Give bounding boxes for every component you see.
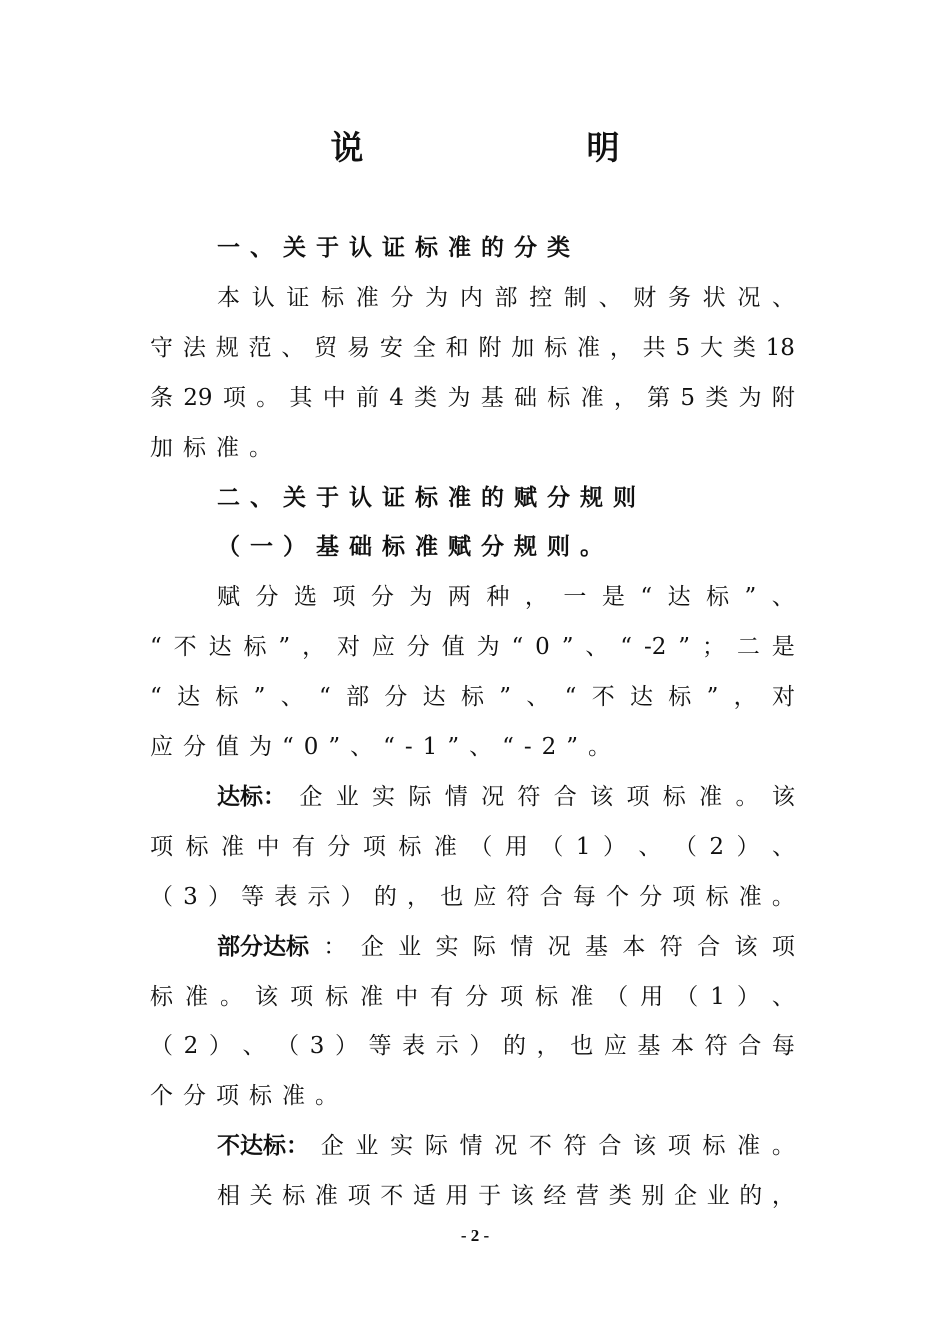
text-glyph: 分 (465, 983, 489, 1010)
text-glyph: 为 (409, 584, 433, 611)
text-glyph: 项 (150, 833, 173, 860)
text-glyph: ） (602, 833, 626, 860)
text-glyph: 基 (637, 1033, 661, 1060)
text-line (150, 332, 795, 364)
text-glyph: 合 (738, 1033, 762, 1060)
text-glyph: 1 (710, 983, 725, 1010)
text-run: 应分值为“0”、“-1”、“-2”。 (150, 734, 621, 760)
text-glyph: 示 (307, 883, 331, 910)
text-glyph: 用 (445, 1183, 469, 1210)
text-glyph: 本 (671, 1033, 695, 1060)
section-heading: 一、关于认证标准的分类 (217, 235, 580, 261)
text-glyph: 和 (445, 334, 469, 361)
text-glyph: ” (678, 634, 691, 661)
text-glyph: ） (469, 1033, 493, 1060)
text-glyph: 业 (335, 783, 359, 810)
text-glyph: 准 (360, 983, 384, 1010)
text-glyph: 该 (510, 1183, 534, 1210)
text-glyph: 类 (608, 1183, 632, 1210)
text-glyph: 每 (572, 883, 596, 910)
text-glyph: 财 (633, 284, 657, 311)
text-glyph: 5 (680, 384, 696, 411)
text-glyph: 务 (667, 284, 691, 311)
text-glyph: 别 (641, 1183, 665, 1210)
text-glyph: 等 (241, 883, 265, 910)
text-glyph: 符 (506, 883, 530, 910)
page-title: 说 明 (330, 128, 715, 167)
text-line (150, 681, 795, 713)
text-line (150, 1080, 795, 1112)
text-glyph: ） (208, 1033, 232, 1060)
text-glyph: 。 (771, 883, 795, 910)
text-glyph: ） (334, 1033, 358, 1060)
text-glyph: 为 (476, 634, 500, 661)
text-glyph: 标 (544, 334, 568, 361)
text-glyph: 、 (585, 634, 609, 661)
text-glyph: 制 (563, 284, 587, 311)
text-glyph: 贸 (314, 334, 338, 361)
text-glyph: 标 (706, 584, 730, 611)
text-glyph: 标 (662, 783, 686, 810)
text-glyph: 况 (547, 933, 571, 960)
text-glyph: 准 (699, 783, 723, 810)
text-glyph: （ (675, 983, 699, 1010)
text-glyph: 表 (274, 883, 298, 910)
text-line (150, 881, 795, 913)
text-glyph: 范 (248, 334, 272, 361)
text-glyph: 企 (673, 1183, 697, 1210)
page-number: - 2 - (460, 1226, 490, 1245)
text-glyph: “ (511, 634, 524, 661)
text-glyph: ” (706, 684, 719, 711)
text-glyph: 法 (182, 334, 206, 361)
text-glyph: 该 (633, 1133, 657, 1160)
text-glyph: ， (407, 883, 431, 910)
text-glyph: 项 (667, 1133, 691, 1160)
text-glyph: （ (150, 1033, 173, 1060)
text-glyph: 4 (389, 384, 404, 411)
text-glyph: 达 (422, 684, 446, 711)
text-glyph: 安 (379, 334, 403, 361)
text-glyph: 项 (771, 933, 795, 960)
text-glyph: ” (744, 584, 757, 611)
text-glyph: 该 (771, 783, 795, 810)
text-glyph: 、 (280, 684, 304, 711)
text-glyph: 等 (368, 1033, 392, 1060)
text-glyph: 、 (638, 833, 662, 860)
text-glyph: “ (150, 634, 162, 661)
text-glyph: 其 (289, 384, 313, 411)
text-glyph: 2 (183, 1033, 199, 1060)
text-glyph: ） (736, 833, 760, 860)
text-glyph: 项 (347, 1183, 371, 1210)
text-glyph: 标 (321, 284, 345, 311)
text-glyph: 项 (362, 833, 386, 860)
text-glyph: 、 (772, 284, 795, 311)
text-glyph: 达 (177, 684, 201, 711)
text-glyph: “ (564, 684, 577, 711)
text-glyph: 3 (183, 883, 198, 910)
text-glyph: 项 (626, 783, 650, 810)
text-glyph: 础 (514, 384, 538, 411)
text-glyph: 分 (639, 883, 663, 910)
text-glyph: 准 (738, 883, 762, 910)
text-glyph: 实 (390, 1133, 414, 1160)
text-glyph: 实 (435, 933, 459, 960)
text-glyph: 为 (738, 384, 762, 411)
text-glyph: 认 (251, 284, 275, 311)
text-glyph: 标 (185, 833, 209, 860)
text-glyph: 标 (668, 684, 692, 711)
text-glyph: 准 (576, 334, 600, 361)
text-glyph: 准 (355, 284, 379, 311)
text-glyph: ， (613, 384, 637, 411)
text-glyph: 准 (220, 833, 244, 860)
text-glyph: 表 (402, 1033, 426, 1060)
text-glyph: 18 (765, 334, 795, 361)
text-glyph: 符 (563, 1133, 587, 1160)
text-line (150, 1030, 795, 1062)
text-line (150, 631, 795, 663)
text-glyph: 标 (535, 983, 559, 1010)
text-glyph: 。 (220, 983, 244, 1010)
text-glyph: 29 (183, 384, 213, 411)
text-glyph: 合 (539, 883, 563, 910)
text-glyph: 为 (425, 284, 449, 311)
text-glyph: 是 (771, 634, 795, 661)
text-glyph: ） (736, 983, 760, 1010)
text-glyph: 际 (408, 783, 432, 810)
text-line (217, 931, 795, 963)
text-run: 个分项标准。 (150, 1083, 348, 1110)
text-glyph: 第 (647, 384, 671, 411)
text-glyph: 分 (384, 684, 408, 711)
text-glyph: 有 (430, 983, 454, 1010)
text-glyph: 分 (370, 584, 394, 611)
text-glyph: 标 (215, 684, 239, 711)
text-glyph: “ (150, 684, 162, 711)
text-glyph: 。 (771, 1133, 795, 1160)
text-glyph: 项 (672, 883, 696, 910)
text-glyph: 项 (290, 983, 314, 1010)
term-label: 部分达标 (217, 933, 309, 960)
text-glyph: 况 (737, 284, 761, 311)
text-glyph: 项 (222, 384, 246, 411)
text-glyph: 赋 (217, 584, 240, 611)
text-line (217, 531, 795, 563)
text-glyph: “ (319, 684, 331, 711)
text-glyph: 际 (472, 933, 496, 960)
text-glyph: 、 (242, 1033, 266, 1060)
text-glyph: 准 (185, 983, 209, 1010)
text-glyph: （ (276, 1033, 300, 1060)
text-glyph: 状 (702, 284, 726, 311)
text-glyph: 二 (736, 634, 760, 661)
text-glyph: 项 (500, 983, 524, 1010)
text-glyph: 用 (504, 833, 528, 860)
text-glyph: 中 (322, 384, 346, 411)
text-glyph: 用 (640, 983, 664, 1010)
text-glyph: 企 (360, 933, 384, 960)
text-line (217, 282, 795, 314)
text-glyph: ” (278, 634, 291, 661)
text-glyph: 该 (255, 983, 279, 1010)
text-glyph: 、 (771, 584, 795, 611)
text-glyph: 部 (346, 684, 370, 711)
text-glyph: 标 (325, 983, 349, 1010)
text-glyph: 分 (406, 634, 430, 661)
text-run: 加标准。 (150, 434, 282, 461)
text-glyph: 的 (502, 1033, 526, 1060)
text-glyph: 大 (699, 334, 723, 361)
text-line (150, 382, 795, 414)
text-glyph: 合 (553, 783, 577, 810)
text-glyph: 控 (529, 284, 553, 311)
text-line (217, 581, 795, 613)
text-glyph: 标 (243, 634, 267, 661)
text-glyph: 部 (494, 284, 518, 311)
text-glyph: 分 (255, 584, 279, 611)
text-glyph: 、 (771, 983, 795, 1010)
text-glyph: 分 (327, 833, 351, 860)
text-glyph: 情 (459, 1133, 483, 1160)
text-glyph: 相 (217, 1183, 240, 1210)
text-glyph: 也 (440, 883, 464, 910)
text-glyph: 对 (336, 634, 360, 661)
text-glyph: 准 (433, 833, 457, 860)
text-glyph: 加 (511, 334, 535, 361)
text-glyph: 情 (510, 933, 534, 960)
text-glyph: 标 (460, 684, 484, 711)
text-glyph: 5 (675, 334, 691, 361)
text-glyph: ， (733, 684, 757, 711)
term-label: 不达标： (217, 1133, 309, 1160)
text-line (217, 781, 795, 813)
text-glyph: 应 (603, 1033, 627, 1060)
text-glyph: 为 (447, 384, 471, 411)
text-glyph: 有 (291, 833, 315, 860)
text-glyph: ， (536, 1033, 560, 1060)
text-glyph: 示 (435, 1033, 459, 1060)
text-glyph: 达 (667, 584, 691, 611)
text-glyph: 基 (480, 384, 504, 411)
text-glyph: 0 (535, 634, 550, 661)
text-glyph: 共 (642, 334, 666, 361)
text-glyph: 准 (570, 983, 594, 1010)
text-glyph: 准 (737, 1133, 761, 1160)
text-glyph: 标 (398, 833, 422, 860)
text-glyph: （ (540, 833, 564, 860)
text-glyph: 类 (705, 384, 729, 411)
text-glyph: 值 (441, 634, 465, 661)
section-heading: （一）基础标准赋分规则。 (217, 534, 613, 561)
text-glyph: 种 (486, 584, 510, 611)
text-glyph: 分 (390, 284, 414, 311)
text-glyph: （ (469, 833, 493, 860)
text-glyph: 合 (598, 1133, 622, 1160)
text-glyph: 应 (371, 634, 395, 661)
text-glyph: 适 (412, 1183, 436, 1210)
text-glyph: 合 (697, 933, 721, 960)
text-glyph: 两 (447, 584, 471, 611)
text-glyph: 关 (249, 1183, 273, 1210)
text-glyph: 1 (575, 833, 591, 860)
text-glyph: ） (207, 883, 231, 910)
text-glyph: 应 (473, 883, 497, 910)
text-glyph: 选 (293, 584, 317, 611)
text-glyph: 附 (478, 334, 502, 361)
text-glyph: 业 (706, 1183, 730, 1210)
text-glyph: 2 (709, 833, 725, 860)
text-glyph: 达 (208, 634, 232, 661)
text-glyph: 条 (150, 384, 173, 411)
text-glyph: 标 (705, 883, 729, 910)
text-glyph: ， (524, 584, 548, 611)
text-line (150, 981, 795, 1013)
text-glyph: 也 (570, 1033, 594, 1060)
text-glyph: ， (771, 1183, 795, 1210)
text-glyph: ； (701, 634, 725, 661)
text-glyph: （ (673, 833, 697, 860)
text-glyph: 该 (590, 783, 614, 810)
text-line (150, 731, 795, 763)
text-glyph: 企 (320, 1133, 344, 1160)
text-glyph: 符 (659, 933, 683, 960)
text-glyph: -2 (643, 634, 667, 661)
text-glyph: 、 (598, 284, 622, 311)
text-glyph: 达 (629, 684, 653, 711)
text-glyph: ” (499, 684, 512, 711)
text-glyph: 、 (772, 833, 795, 860)
text-glyph: 实 (372, 783, 396, 810)
text-glyph: 基 (585, 933, 608, 960)
text-line (217, 232, 795, 264)
text-glyph: 标 (702, 1133, 726, 1160)
text-glyph: 前 (355, 384, 379, 411)
text-glyph: 守 (150, 334, 173, 361)
text-glyph: 的 (739, 1183, 763, 1210)
text-glyph: 业 (398, 933, 422, 960)
text-glyph: ： (323, 933, 347, 960)
text-glyph: 中 (256, 833, 280, 860)
text-line (150, 831, 795, 863)
text-line (150, 432, 795, 464)
text-glyph: 本 (622, 933, 646, 960)
text-glyph: （ (605, 983, 629, 1010)
text-glyph: 企 (299, 783, 323, 810)
text-glyph: 中 (395, 983, 419, 1010)
text-glyph: 标 (150, 983, 173, 1010)
text-glyph: 际 (424, 1133, 448, 1160)
text-glyph: 易 (347, 334, 371, 361)
text-glyph: 、 (281, 334, 305, 361)
section-heading: 二、关于认证标准的赋分规则 (217, 484, 646, 511)
text-glyph: 项 (332, 584, 356, 611)
text-glyph: 证 (286, 284, 310, 311)
text-glyph: 对 (771, 684, 795, 711)
text-glyph: 准 (314, 1183, 338, 1210)
text-glyph: 规 (215, 334, 239, 361)
text-glyph: 况 (494, 1133, 518, 1160)
text-glyph: ， (302, 634, 326, 661)
text-glyph: 经 (543, 1183, 567, 1210)
text-glyph: 全 (412, 334, 436, 361)
text-glyph: 标 (547, 384, 571, 411)
text-glyph: 不 (528, 1133, 552, 1160)
text-glyph: 个 (606, 883, 630, 910)
text-glyph: “ (640, 584, 653, 611)
text-glyph: 准 (580, 384, 604, 411)
text-glyph: 一 (563, 584, 587, 611)
text-glyph: 不 (173, 634, 197, 661)
text-glyph: 于 (478, 1183, 502, 1210)
text-glyph: 不 (591, 684, 615, 711)
text-glyph: 附 (771, 384, 795, 411)
text-glyph: 3 (309, 1033, 325, 1060)
text-glyph: 。 (256, 384, 280, 411)
text-glyph: 符 (517, 783, 541, 810)
text-glyph: 业 (355, 1133, 379, 1160)
text-glyph: ， (609, 334, 633, 361)
text-line (217, 1130, 795, 1162)
text-glyph: 情 (444, 783, 468, 810)
text-glyph: 该 (734, 933, 758, 960)
text-glyph: 是 (601, 584, 625, 611)
text-glyph: 、 (526, 684, 550, 711)
text-glyph: 的 (373, 883, 397, 910)
text-glyph: 内 (459, 284, 483, 311)
text-glyph: 不 (380, 1183, 404, 1210)
text-glyph: 营 (576, 1183, 600, 1210)
text-glyph: 类 (414, 384, 438, 411)
text-glyph: 标 (282, 1183, 306, 1210)
text-glyph: 。 (735, 783, 759, 810)
text-glyph: ” (561, 634, 574, 661)
text-glyph: 符 (704, 1033, 728, 1060)
text-glyph: 每 (771, 1033, 795, 1060)
text-glyph: 类 (732, 334, 756, 361)
text-glyph: ） (340, 883, 364, 910)
text-glyph: 本 (217, 284, 240, 311)
text-glyph: （ (150, 883, 173, 910)
text-line (217, 482, 795, 514)
text-glyph: 况 (481, 783, 505, 810)
text-glyph: “ (620, 634, 633, 661)
text-glyph: ” (253, 684, 266, 711)
term-label: 达标： (217, 783, 286, 810)
text-line (217, 1180, 795, 1212)
